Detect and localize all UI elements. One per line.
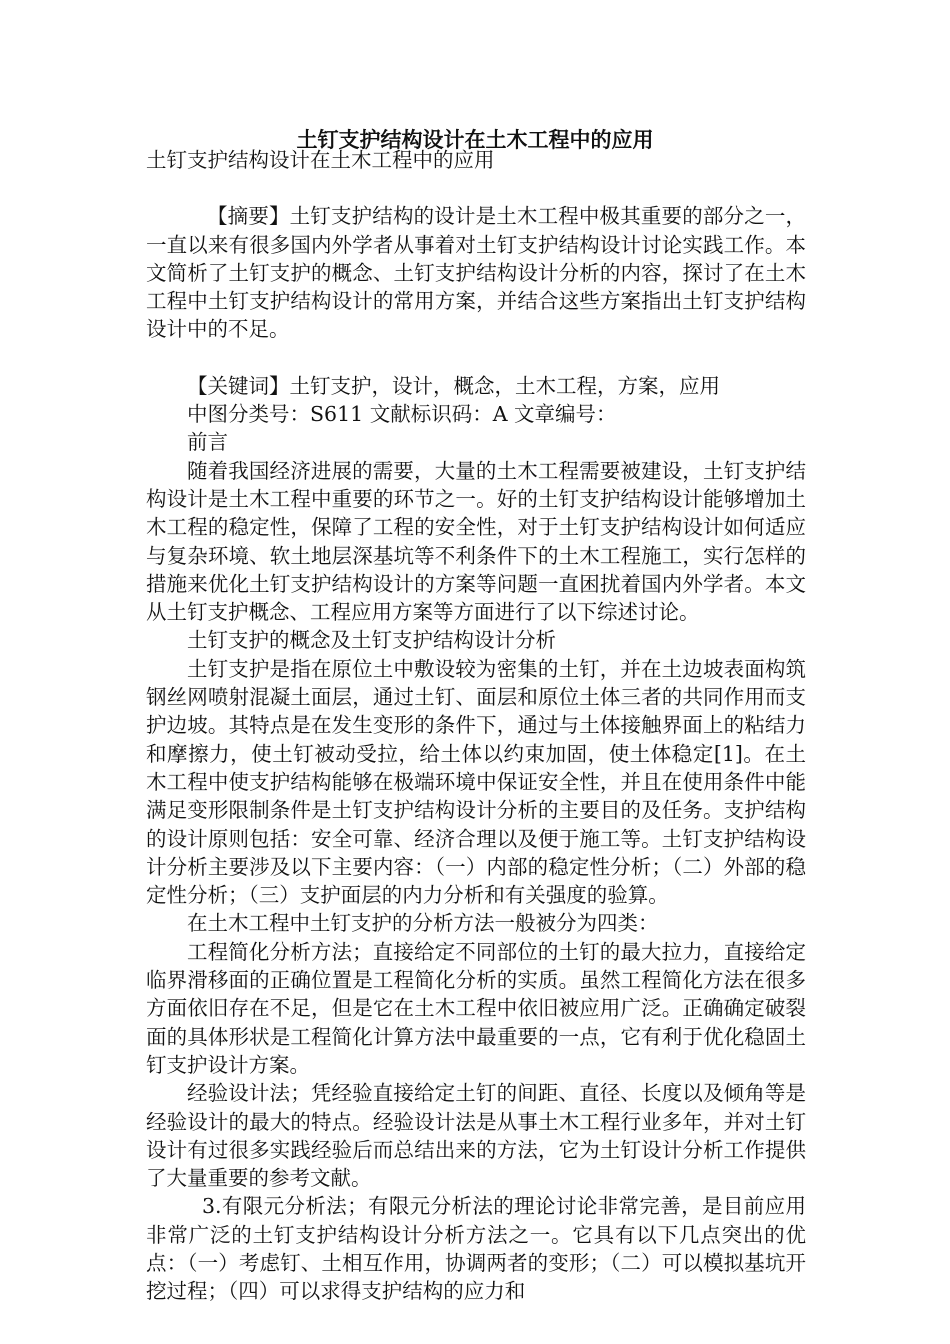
method2-paragraph: 经验设计法；凭经验直接给定土钉的间距、直径、长度以及倾角等是经验设计的最大的特点。经验设计法是从事土木工程行业多年，并对土钉设计有过很多实践经验后而总结出来的方法，它为土钉设计分析工作提供了大量重要的参考文献。 xyxy=(146,1081,806,1191)
method1-paragraph: 工程简化分析方法；直接给定不同部位的土钉的最大拉力，直接给定临界滑移面的正确位置是工程简化分析的实质。虽然工程简化方法在很多方面依旧存在不足，但是它在土木工程中依旧被应用广泛。正确确定破裂面的具体形状是工程简化计算方法中最重要的一点，它有利于优化稳固土钉支护设计方案。 xyxy=(146,939,806,1077)
preface-heading: 前言 xyxy=(187,430,228,455)
document-subtitle: 土钉支护结构设计在土木工程中的应用 xyxy=(146,148,495,172)
method3-paragraph: 3.有限元分析法；有限元分析法的理论讨论非常完善，是目前应用非常广泛的土钉支护结构设计分析方法之一。它具有以下几点突出的优点：（一）考虑钉、土相互作用，协调两者的变形；（二）可以模拟基坑开挖过程；（四）可以求得支护结构的应力和 xyxy=(146,1194,806,1304)
blank-line xyxy=(146,344,806,372)
blank-line xyxy=(146,174,806,202)
abstract-paragraph: 【摘要】土钉支护结构的设计是土木工程中极其重要的部分之一，一直以来有很多国内外学者从事着对土钉支护结构设计讨论实践工作。本文简析了土钉支护的概念、土钉支护结构设计分析的内容，探讨了在土木工程中土钉支护结构设计的常用方案，并结合这些方案指出土钉支护结构设计中的不足。 xyxy=(146,204,806,342)
section2-intro: 在土木工程中土钉支护的分析方法一般被分为四类： xyxy=(187,911,659,936)
classification-line: 中图分类号：S611 文献标识码：A 文章编号： xyxy=(187,402,617,427)
document-title: 土钉支护结构设计在土木工程中的应用 xyxy=(296,128,654,152)
preface-paragraph: 随着我国经济进展的需要，大量的土木工程需要被建设，土钉支护结构设计是土木工程中重要的环节之一。好的土钉支护结构设计能够增加土木工程的稳定性，保障了工程的安全性，对于土钉支护结构设计如何适应与复杂环境、软土地层深基坑等不利条件下的土木工程施工，实行怎样的措施来优化土钉支护结构设计的方案等问题一直困扰着国内外学者。本文从土钉支护概念、工程应用方案等方面进行了以下综述讨论。 xyxy=(146,458,806,625)
document-body xyxy=(146,146,806,1306)
section1-paragraph: 土钉支护是指在原位土中敷设较为密集的土钉，并在土边坡表面构筑钢丝网喷射混凝土面层，通过土钉、面层和原位土体三者的共同作用而支护边坡。其特点是在发生变形的条件下，通过与土体接触界面上的粘结力和摩擦力，使土钉被动受拉，给土体以约束加固，使土体稳定[1]。在土木工程中使支护结构能够在极端环境中保证安全性，并且在使用条件中能满足变形限制条件是土钉支护结构设计分析的主要目的及任务。支护结构的设计原则包括：安全可靠、经济合理以及便于施工等。土钉支护结构设计分析主要涉及以下主要内容：（一）内部的稳定性分析；（二）外部的稳定性分析；（三）支护面层的内力分析和有关强度的验算。 xyxy=(146,656,806,908)
keywords-line: 【关键词】土钉支护，设计，概念，土木工程，方案，应用 xyxy=(187,373,720,398)
section1-heading: 土钉支护的概念及土钉支护结构设计分析 xyxy=(187,628,556,653)
